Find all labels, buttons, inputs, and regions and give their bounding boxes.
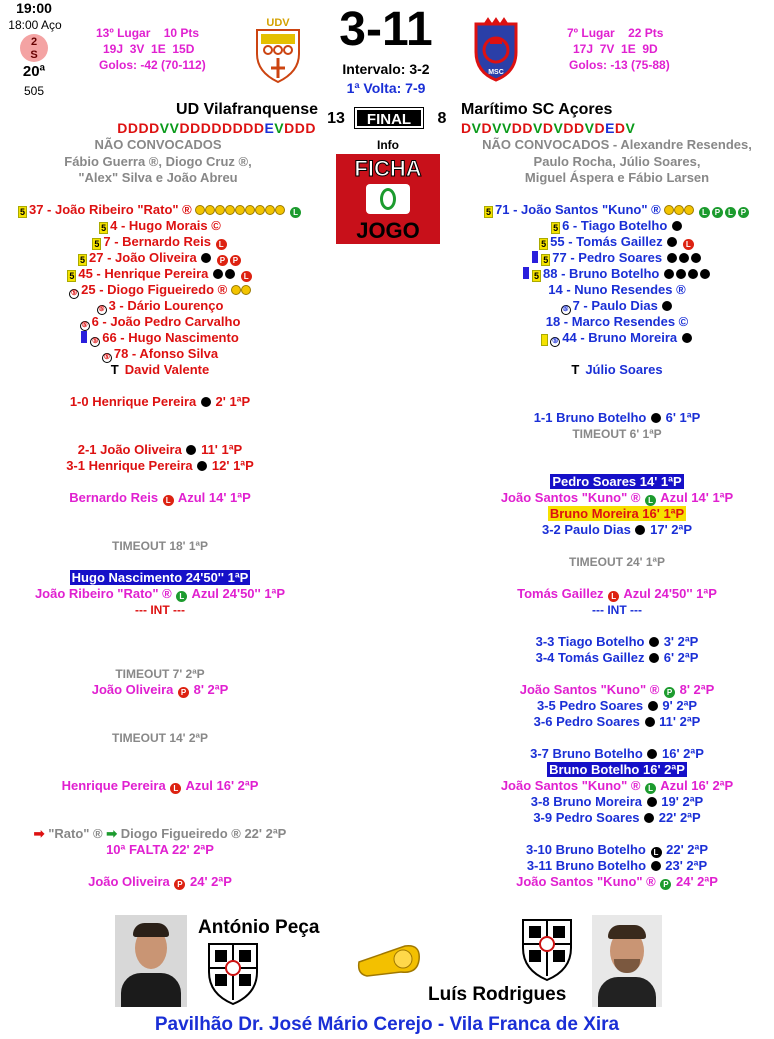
away-not-called-2: Miguel Áspera e Fábio Larsen	[524, 170, 710, 185]
away-event: João Santos "Kuno" ® P 24' 2ªP	[516, 874, 718, 889]
away-event: 3-11 Bruno Botelho 23' 2ªP	[526, 858, 708, 873]
away-player[interactable]: 18 - Marco Resendes ©	[545, 314, 689, 329]
round-number: 20ª	[22, 63, 46, 80]
away-player[interactable]: 14 - Nuno Resendes ®	[548, 282, 686, 297]
home-not-called-title: NÃO CONVOCADOS	[94, 137, 222, 152]
home-standing: 13º Lugar 10 Pts	[96, 26, 200, 40]
away-timeout: TIMEOUT 24' 1ªP	[569, 555, 665, 569]
away-fouls: 8	[437, 110, 447, 127]
home-timeout: TIMEOUT 18' 1ªP	[112, 539, 208, 553]
svg-text:UDV: UDV	[266, 17, 290, 29]
away-event: 3-3 Tiago Botelho 3' 2ªP	[535, 634, 699, 649]
away-lineup	[460, 202, 774, 378]
away-event: João Santos "Kuno" ® P 8' 2ªP	[519, 682, 715, 697]
referee2-photo	[592, 915, 662, 1007]
home-player[interactable]: ⑤ 78 - Afonso Silva	[103, 346, 219, 361]
away-event: João Santos "Kuno" ® L Azul 14' 1ªP	[500, 490, 734, 505]
home-event: Bernardo Reis L Azul 14' 1ªP	[69, 490, 251, 505]
home-substitution: ➡ "Rato" ® ➡ Diogo Figueiredo ® 22' 2ªP	[33, 826, 287, 841]
home-fouls: 13	[327, 110, 345, 127]
match-time-local: 18:00 Aço	[8, 18, 62, 32]
home-player[interactable]: ⑤ 25 - Diogo Figueiredo ®	[0, 282, 320, 298]
home-timeout: TIMEOUT 7' 2ªP	[115, 667, 205, 681]
svg-text:MSC: MSC	[488, 69, 504, 76]
away-player[interactable]: 5 55 - Tomás Gaillez L	[460, 234, 774, 250]
away-event: Pedro Soares 14' 1ªP	[552, 474, 682, 489]
away-event: 3-7 Bruno Botelho 16' 2ªP	[530, 746, 704, 761]
away-event: João Santos "Kuno" ® L Azul 16' 2ªP	[500, 778, 734, 793]
home-event: Henrique Pereira L Azul 16' 2ªP	[61, 778, 259, 793]
home-player[interactable]: 5 27 - João Oliveira P P	[0, 250, 320, 266]
home-interval: --- INT ---	[135, 603, 185, 617]
round-badge-icon: 2 S	[20, 34, 48, 62]
final-score: 3-11	[339, 3, 433, 56]
whistle-icon	[355, 940, 425, 980]
home-timeout: TIMEOUT 14' 2ªP	[112, 731, 208, 745]
away-player[interactable]: 5 77 - Pedro Soares	[460, 250, 774, 266]
away-event: Tomás Gaillez L Azul 24'50'' 1ªP	[517, 586, 717, 601]
final-badge: FINAL	[355, 108, 423, 128]
away-crest-icon	[470, 16, 522, 82]
away-not-called-title: NÃO CONVOCADOS - Alexandre Resendes,	[482, 137, 752, 152]
sub-in-icon: ➡	[106, 826, 118, 841]
away-player[interactable]: 5 6 - Tiago Botelho	[460, 218, 774, 234]
referee1-name: António Peça	[198, 917, 320, 938]
referee2-name: Luís Rodrigues	[428, 984, 567, 1005]
home-crest-icon	[253, 14, 303, 84]
home-player[interactable]: 5 37 - João Ribeiro "Rato" ® L	[0, 202, 320, 218]
away-player[interactable]: 5 88 - Bruno Botelho	[460, 266, 774, 282]
home-lineup	[0, 202, 320, 378]
home-record: 19J 3V 1E 15D	[103, 42, 195, 56]
home-player[interactable]: 5 7 - Bernardo Reis L	[0, 234, 320, 250]
home-player[interactable]: ⑤ 3 - Dário Lourenço	[98, 298, 224, 313]
venue[interactable]: Pavilhão Dr. José Mário Cerejo - Vila Franca de Xira	[154, 1014, 620, 1035]
away-player[interactable]: 5 71 - João Santos "Kuno" ® L P L P	[460, 202, 774, 218]
home-foul-count: 10ª FALTA 22' 2ªP	[106, 842, 214, 857]
away-coach[interactable]: T Júlio Soares	[571, 362, 663, 377]
away-event: Bruno Moreira 16' 1ªP	[549, 506, 685, 521]
home-event: 1-0 Henrique Pereira 2' 1ªP	[69, 394, 251, 409]
home-player[interactable]: ⑤ 66 - Hugo Nascimento	[0, 330, 320, 346]
home-player[interactable]: ⑤ 6 - João Pedro Carvalho	[81, 314, 241, 329]
first-leg-score: 1ª Volta: 7-9	[346, 80, 426, 96]
info-label: Info	[377, 138, 399, 152]
away-team-name[interactable]: Marítimo SC Açores	[461, 101, 613, 118]
home-not-called-2: "Alex" Silva e João Abreu	[78, 170, 238, 185]
away-event: 1-1 Bruno Botelho 6' 1ªP	[533, 410, 701, 425]
home-goals: Golos: -42 (70-112)	[99, 58, 206, 72]
away-event: 3-5 Pedro Soares 9' 2ªP	[536, 698, 698, 713]
home-player[interactable]: 5 45 - Henrique Pereira L	[0, 266, 320, 282]
away-event: 3-8 Bruno Moreira 19' 2ªP	[530, 794, 704, 809]
home-player[interactable]: 5 4 - Hugo Morais ©	[101, 218, 221, 233]
sub-out-icon: ➡	[33, 826, 45, 841]
ficha-jogo-button[interactable]: FICHA JOGO	[336, 154, 440, 244]
away-form: DVDVVDDVDVDDVDEDV	[461, 120, 636, 136]
away-goals: Golos: -13 (75-88)	[569, 58, 670, 72]
away-event: 3-6 Pedro Soares 11' 2ªP	[533, 714, 701, 729]
referee1-association-crest-icon	[203, 938, 263, 1006]
away-record: 17J 7V 1E 9D	[573, 42, 658, 56]
home-event: João Oliveira P 8' 2ªP	[91, 682, 229, 697]
away-event: 3-10 Bruno Botelho L 22' 2ªP	[525, 842, 709, 857]
coach-icon: T	[571, 362, 580, 377]
away-not-called-1: Paulo Rocha, Júlio Soares,	[533, 154, 701, 169]
away-player[interactable]: ⑤ 7 - Paulo Dias	[460, 298, 774, 314]
home-event: 3-1 Henrique Pereira 12' 1ªP	[66, 458, 254, 473]
home-team-name[interactable]: UD Vilafranquense	[176, 101, 318, 118]
home-form: DDDDVVDDDDDDDDEVDDD	[117, 120, 316, 136]
away-event: 3-2 Paulo Dias 17' 2ªP	[541, 522, 692, 537]
referee2-association-crest-icon	[517, 914, 577, 982]
referee1-photo	[115, 915, 187, 1007]
home-event: Hugo Nascimento 24'50'' 1ªP	[71, 570, 249, 585]
home-coach[interactable]: T David Valente	[110, 362, 210, 377]
match-time: 19:00	[16, 0, 52, 16]
home-event: 2-1 João Oliveira 11' 1ªP	[77, 442, 243, 457]
away-timeout: TIMEOUT 6' 1ªP	[572, 427, 662, 441]
home-not-called-1: Fábio Guerra ®, Diogo Cruz ®,	[64, 154, 252, 169]
coach-icon: T	[110, 362, 119, 377]
home-event: João Oliveira P 24' 2ªP	[88, 874, 232, 889]
home-event: João Ribeiro "Rato" ® L Azul 24'50'' 1ªP	[34, 586, 286, 601]
game-number: 505	[23, 84, 45, 98]
halftime-score: Intervalo: 3-2	[342, 61, 430, 77]
away-event: Bruno Botelho 16' 2ªP	[549, 762, 685, 777]
away-event: 3-9 Pedro Soares 22' 2ªP	[533, 810, 701, 825]
away-player[interactable]: ⑤ 44 - Bruno Moreira	[460, 330, 774, 346]
away-interval: --- INT ---	[592, 603, 642, 617]
away-standing: 7º Lugar 22 Pts	[567, 26, 664, 40]
away-event: 3-4 Tomás Gaillez 6' 2ªP	[535, 650, 699, 665]
